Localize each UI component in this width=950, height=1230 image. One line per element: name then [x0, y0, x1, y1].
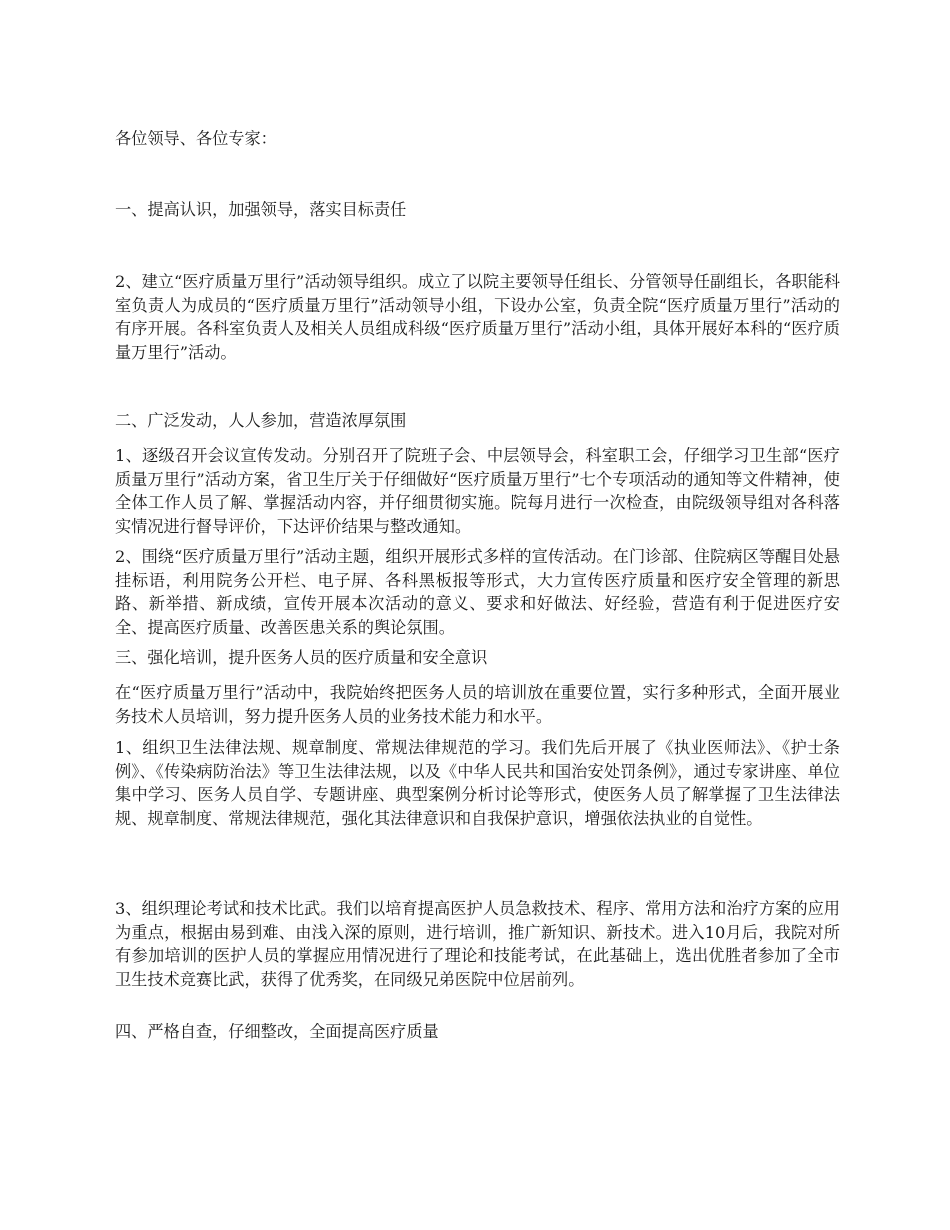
paragraph-exam-competition: 3、组织理论考试和技术比武。我们以培育提高医护人员急救技术、程序、常用方法和治疗方案的应用为重点，根据由易到难、由浅入深的原则，进行培训，推广新知识、新技术。进入10月后，我院对所有参加培训的医护人员的掌握应用情况进行了理论和技能考试，在此基础上，选出优胜者参加了全市卫生技术竞赛比武，获得了优秀奖，在同级兄弟医院中位居前列。 [115, 899, 840, 989]
paragraph-training-intro: 在“医疗质量万里行”活动中，我院始终把医务人员的培训放在重要位置，实行多种形式，全面开展业务技术人员培训，努力提升医务人员的业务技术能力和水平。 [115, 683, 840, 726]
paragraph-law-study: 1、组织卫生法律法规、规章制度、常规法律规范的学习。我们先后开展了《执业医师法》、《护士条例》、《传染病防治法》等卫生法律法规，以及《中华人民共和国治安处罚条例》，通过专家讲座、单位集中学习、医务人员自学、专题讲座、典型案例分析讨论等形式，使医务人员了解掌握了卫生法律法规、规章制度、常规法律规范，强化其法律意识和自我保护意识，增强依法执业的自觉性。 [115, 738, 840, 828]
paragraph-leadership-organization: 2、建立“医疗质量万里行”活动领导组织。成立了以院主要领导任组长、分管领导任副组长，各职能科室负责人为成员的“医疗质量万里行”活动领导小组，下设办公室，负责全院“医疗质量万里行”活动的有序开展。各科室负责人及相关人员组成科级“医疗质量万里行”活动小组，具体开展好本科的“医疗质量万里行”活动。 [115, 272, 840, 362]
paragraph-publicity-activities: 2、围绕“医疗质量万里行”活动主题，组织开展形式多样的宣传活动。在门诊部、住院病区等醒目处悬挂标语，利用院务公开栏、电子屏、各科黑板报等形式，大力宣传医疗质量和医疗安全管理的新思路、新举措、新成绩，宣传开展本次活动的意义、要求和好做法、好经验，营造有利于促进医疗安全、提高医疗质量、改善医患关系的舆论氛围。 [115, 547, 840, 637]
heading-section-1: 一、提高认识，加强领导，落实目标责任 [115, 200, 407, 219]
salutation: 各位领导、各位专家： [115, 129, 277, 148]
heading-section-3: 三、强化培训，提升医务人员的医疗质量和安全意识 [115, 648, 488, 667]
heading-section-4: 四、严格自查，仔细整改，全面提高医疗质量 [115, 1022, 439, 1041]
heading-section-2: 二、广泛发动，人人参加，营造浓厚氛围 [115, 411, 407, 430]
paragraph-meeting-promotion: 1、逐级召开会议宣传发动。分别召开了院班子会、中层领导会，科室职工会，仔细学习卫生部“医疗质量万里行”活动方案，省卫生厅关于仔细做好“医疗质量万里行”七个专项活动的通知等文件精神，使全体工作人员了解、掌握活动内容，并仔细贯彻实施。院每月进行一次检查，由院级领导组对各科落实情况进行督导评价，下达评价结果与整改通知。 [115, 446, 840, 536]
